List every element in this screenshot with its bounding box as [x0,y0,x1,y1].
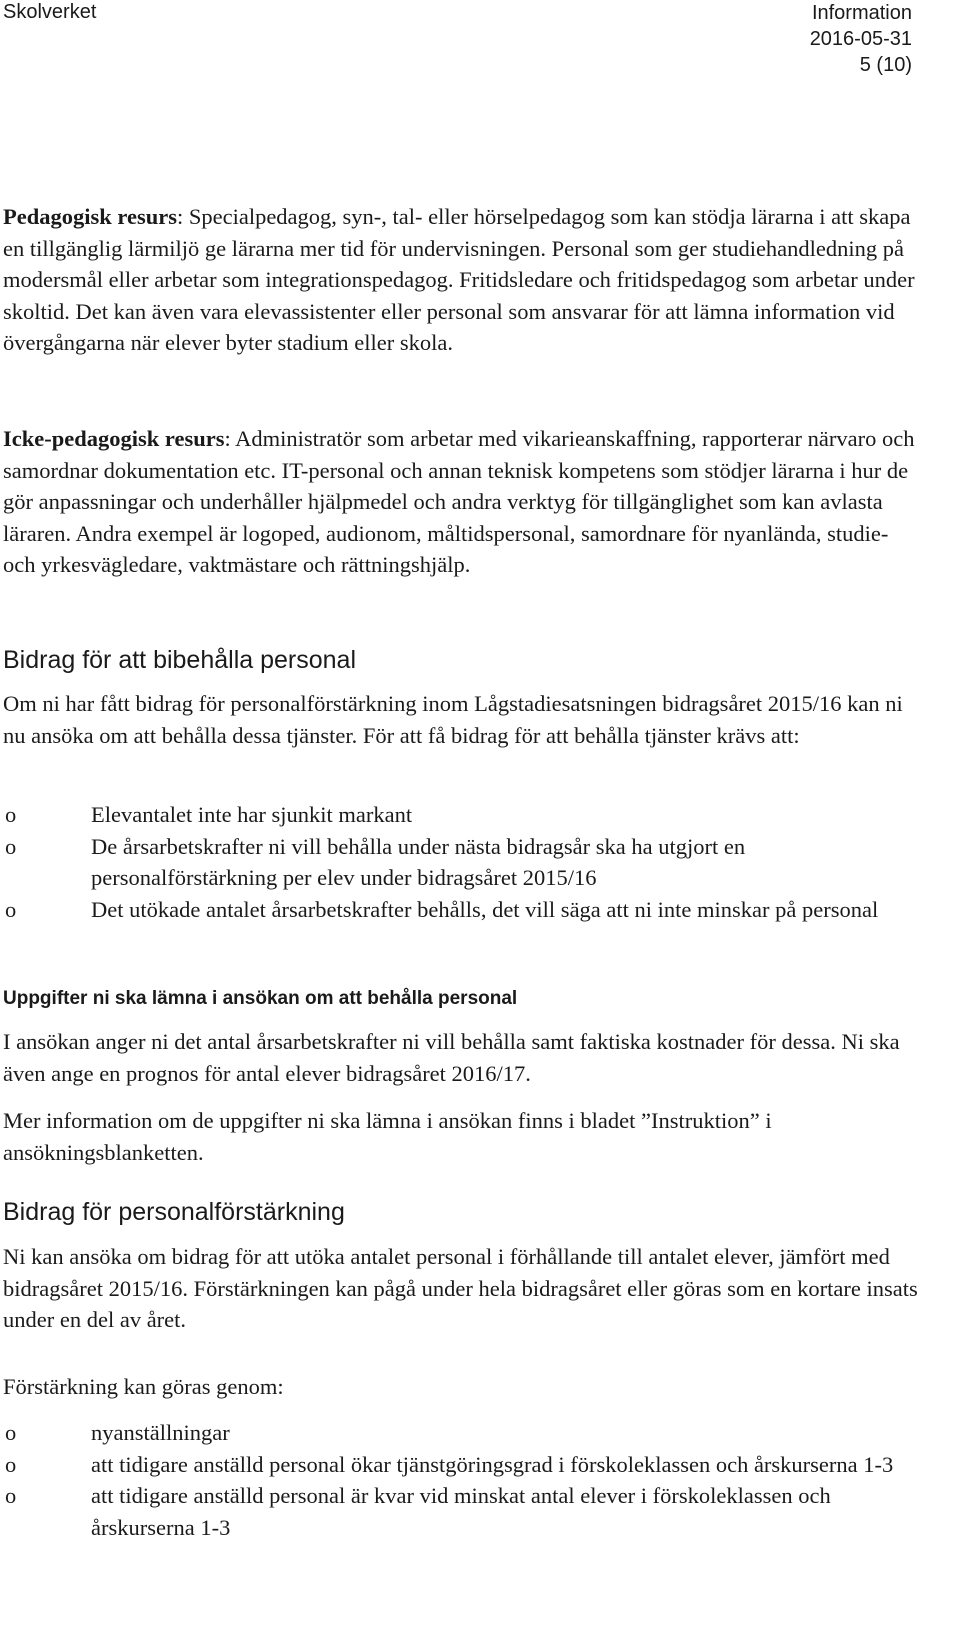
paragraph-text: : Specialpedagog, syn-, tal- eller hörselpedagog som kan stödja lärarna i att skapa en tillgänglig lärmiljö ge lärarna mer tid för undervisningen. Personal som ger studiehandledning på modersmål eller arbetar som integrationspedagog. Fritidsledare och fritidspedagog som arbetar under skoltid. Det kan även vara elevassistenter eller personal som ansvarar för att lämna information vid övergångarna när elever byter stadium eller skola. [3,204,915,356]
list-item-text: Det utökade antalet årsarbetskrafter behålls, det vill säga att ni inte minskar på personal [91,896,879,922]
header-page-number: 5 (10) [859,54,912,76]
list-item-text: Elevantalet inte har sjunkit markant [91,802,413,827]
term-pedagogisk-resurs: Pedagogisk resurs [3,204,177,229]
list-item [3,894,923,926]
paragraph-uppgifter: I ansökan anger ni det antal årsarbetskrafter ni vill behålla samt faktiska kostnader för dessa. Ni ska även ange en prognos för antal elever bidragsåret 2016/17. [3,1029,900,1086]
list-forstarkning-methods [3,1417,923,1543]
paragraph-text: : Administratör som arbetar med vikarieanskaffning, rapporterar närvaro och samordnar dokumentation etc. IT-personal och annan teknisk kompetens som stödjer lärarna i hur de gör anpassningar och underhåller hjälpmedel och andra verktyg för tillgänglighet som kan avlasta läraren. Andra exempel är logoped, audionom, måltidspersonal, samordnare för nyanlända, studie- och yrkesvägledare, vaktmästare och rättningshjälp. [3,426,915,578]
list-item-text: att tidigare anställd personal ökar tjänstgöringsgrad i förskoleklassen och årskurserna 1-3 [91,1451,894,1477]
header-organization: Skolverket [3,1,97,23]
header-doc-type: Information [811,2,912,24]
heading-bidrag-personalforstarkning: Bidrag för personalförstärkning [3,1198,345,1226]
bullet-o: o [5,833,17,859]
term-icke-pedagogisk-resurs: Icke-pedagogisk resurs [3,426,225,451]
paragraph-pedagogisk-resurs [3,201,923,359]
list-item-text: De årsarbetskrafter ni vill behålla under nästa bidragsår ska ha utgjort en personalförstärkning per elev under bidragsåret 2015/16 [91,833,746,891]
header-meta [810,0,912,78]
paragraph-personalforstarkning: Ni kan ansöka om bidrag för att utöka antalet personal i förhållande till antalet elever, jämfört med bidragsåret 2015/16. Förstärkningen kan pågå under hela bidragsåret eller göras som en kortare insats under en del av året. [3,1244,918,1333]
paragraph-mer-information: Mer information om de uppgifter ni ska lämna i ansökan finns i bladet ”Instruktion” i ansökningsblanketten. [3,1108,772,1165]
heading-bidrag-bibehalla-personal: Bidrag för att bibehålla personal [3,646,357,674]
bullet-o: o [5,896,17,922]
bullet-o: o [5,1451,17,1477]
paragraph-forstarkning-genom: Förstärkning kan göras genom: [3,1374,284,1399]
bullet-o: o [5,802,17,827]
heading-uppgifter-ansokan: Uppgifter ni ska lämna i ansökan om att behålla personal [3,988,518,1009]
list-item [3,1480,923,1543]
list-item-text: att tidigare anställd personal är kvar vid minskat antal elever i förskoleklassen och årskurserna 1-3 [91,1483,831,1540]
paragraph-bibehalla-intro: Om ni har fått bidrag för personalförstärkning inom Lågstadiesatsningen bidragsåret 2015/16 kan ni nu ansöka om att behålla dessa tjänster. För att få bidrag för att behålla tjänster krävs att: [3,691,903,748]
list-item [3,1417,923,1449]
list-bibehalla-requirements [3,799,923,925]
list-item [3,831,923,894]
list-item-text: nyanställningar [91,1420,230,1445]
bullet-o: o [5,1483,17,1509]
header-date: 2016-05-31 [809,28,912,50]
list-item [3,1449,923,1481]
bullet-o: o [5,1420,17,1445]
list-item [3,799,923,831]
paragraph-icke-pedagogisk-resurs [3,423,923,581]
